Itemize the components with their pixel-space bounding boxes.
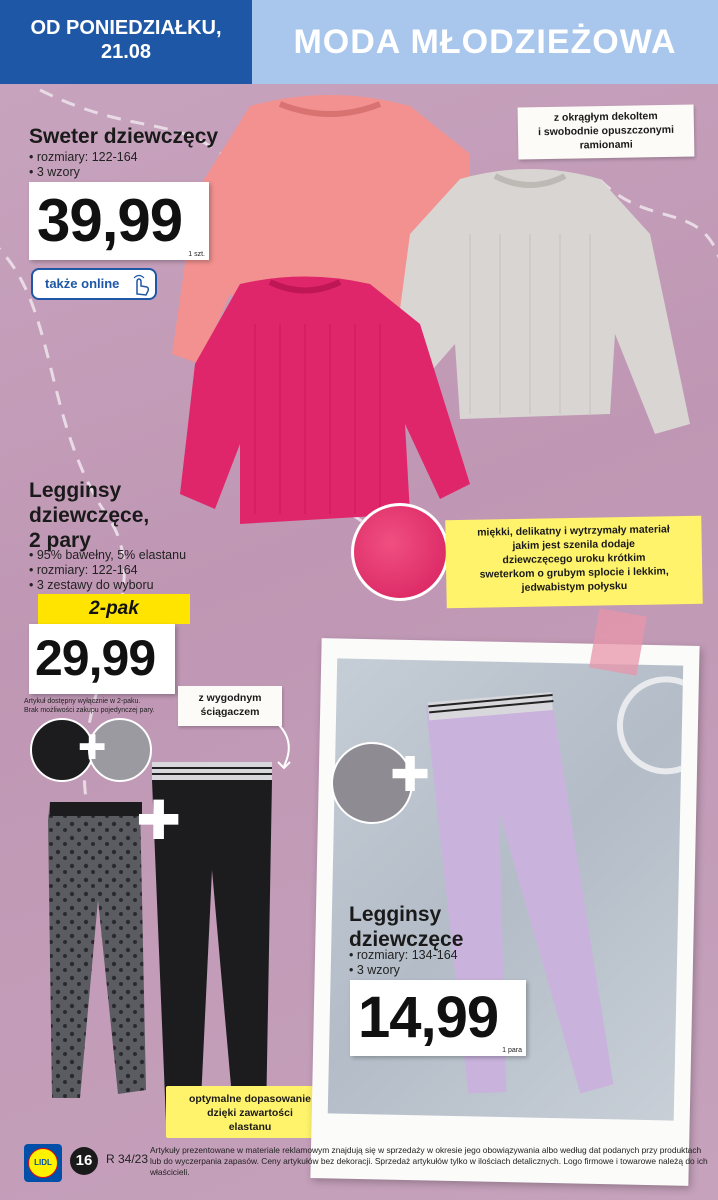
also-online-button[interactable] [31,268,157,300]
offer-date-line2: 21.08 [100,41,152,63]
week-code: R 34/23 [106,1152,149,1166]
section-title: MODA MŁODZIEŻOWA [252,0,718,84]
callout-waistband-line2: ściągaczem [200,706,260,718]
leggings-2pack-spec-material: • 95% bawełny, 5% elastanu [29,548,186,563]
leggings-2pack-price: 29,99 [35,630,156,686]
callout-waistband [178,686,282,726]
leggings-spec-sizes: • rozmiary: 134-164 [349,948,458,963]
callout-material-line4: sweterkom o grubym splocie i lekkim, [479,565,669,581]
leggings-spec-patterns: • 3 wzory [349,963,458,978]
callout-fit-line1: optymalne dopasowanie [189,1093,311,1105]
leggings-2pack-spec-sizes: • rozmiary: 122-164 [29,563,186,578]
page-number: 16 [70,1147,98,1175]
leggings-2pack-specs [29,548,186,593]
leggings-title [349,902,463,952]
leggings-2pack-spec-sets: • 3 zestawy do wyboru [29,578,186,593]
sweater-unit: 1 szt. [188,251,205,258]
also-online-label: także online [45,276,120,291]
callout-material-line2: jakim jest szenila dodaje [512,537,636,553]
callout-neckline-line1: z okrągłym dekoltem [553,110,658,124]
callout-fit [166,1086,334,1138]
fabric-swatch [351,503,449,601]
sweater-spec-sizes: • rozmiary: 122-164 [29,150,138,165]
plus-icon-polaroid: ✚ [390,749,431,802]
offer-date-banner [0,0,252,84]
callout-neckline-line2: i swobodnie opuszczonymi [537,123,675,139]
two-pack-note-line2: Brak możliwości zakupu pojedynczej pary. [24,707,155,714]
sweater-price-box [29,182,209,260]
callout-waistband-line1: z wygodnym [198,692,262,704]
leggings-2pack-price-box [29,624,175,694]
leggings-unit: 1 para [502,1047,522,1054]
leggings-price: 14,99 [358,985,499,1050]
leggings-2pack-title-line2: dziewczęce, [29,504,150,527]
leggings-specs [349,948,458,978]
lidl-logo-text: LIDL [28,1148,58,1178]
two-pack-note-line1: Artykuł dostępny wyłącznie w 2-paku. [24,698,141,705]
two-pack-note [24,697,155,715]
callout-material-line5: jedwabistym połysku [521,580,628,594]
leggings-title-line1: Legginsy [349,903,442,926]
sweater-price: 39,99 [37,187,183,254]
callout-neckline-line3: ramionami [579,138,633,152]
callout-material [445,516,702,608]
callout-neckline [518,104,695,159]
tape-decoration [589,608,647,675]
callout-material-line3: dziewczęcego uroku krótkim [502,551,646,567]
lidl-logo [24,1144,62,1182]
plus-icon: ✚ [78,729,107,767]
leggings-title-line2: dziewczęce [349,928,464,951]
legal-disclaimer: Artykuły prezentowane w materiale reklamowym znajdują się w sprzedaży w okresie jego obowiązywania albo według dat podanych przy produktach lub do wyczerpania zapasów. Ceny artykułów bez dekoracji. Sprzedaż artykułów tylko w ilościach detalicznych. Logo firmowe i towarowe należą do ich właścicieli. [150,1145,708,1177]
two-pack-badge: 2-pak [38,594,190,624]
leggings-2pack-title [29,478,149,553]
leggings-2pack-title-line3: 2 pary [29,529,91,552]
sweater-spec-patterns: • 3 wzory [29,165,138,180]
sweater-title: Sweter dziewczęcy [29,125,219,148]
callout-fit-line2: dzięki zawartości [207,1107,293,1119]
sweater-specs [29,150,138,180]
callout-material-line1: miękki, delikatny i wytrzymały materiał [477,523,670,539]
callout-fit-line3: elastanu [228,1121,272,1133]
leggings-price-box [350,980,526,1056]
leggings-2pack-title-line1: Legginsy [29,479,122,502]
hand-pointer-icon [129,274,151,296]
offer-date-line1: OD PONIEDZIAŁKU, [30,17,222,39]
plus-icon-large: ✚ [136,791,182,851]
